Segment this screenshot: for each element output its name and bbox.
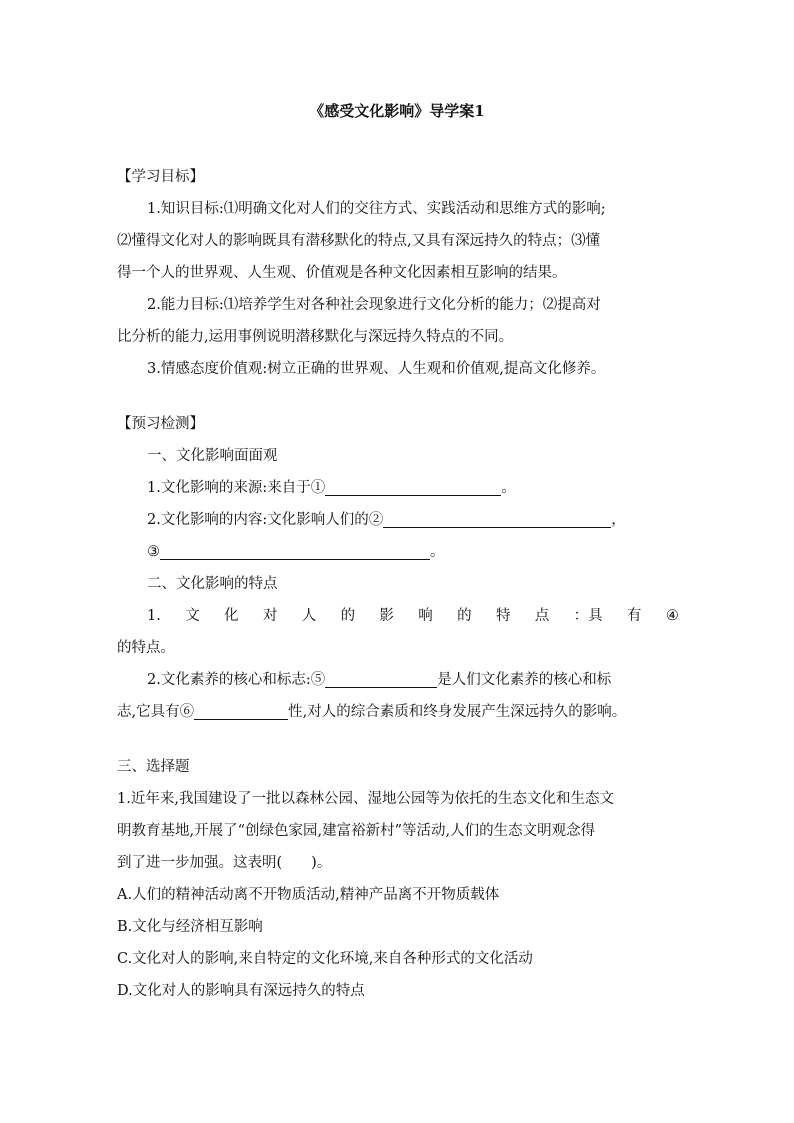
objectives-heading: 【学习目标】 [117, 169, 204, 185]
objective-line: 3.情感态度价值观:树立正确的世界观、人生观和价值观,提高文化修养。 [147, 361, 606, 377]
question-stem: 1.近年来,我国建设了一批以森林公园、湿地公园等为依托的生态文化和生态文 [117, 791, 614, 807]
choice-section [117, 751, 679, 1007]
section-one-heading: 一、文化影响面面观 [147, 448, 278, 464]
objective-line: 比分析的能力,运用事例说明潜移默化与深远持久特点的不同。 [117, 329, 514, 345]
question-feature: 1. 文 化 对 人 的 影 响 的 特 点 ：具 有 ④ [147, 608, 679, 624]
fill-blank-1[interactable] [325, 477, 501, 496]
objectives-section [117, 161, 679, 385]
question-literacy-cont: 志,它具有⑥ 性,对人的综合素质和终身发展产生深远持久的影响。 [117, 696, 679, 728]
preview-section [117, 408, 679, 728]
objective-line: 1.知识目标:⑴明确文化对人们的交往方式、实践活动和思维方式的影响; [147, 201, 606, 217]
fill-blank-3[interactable] [160, 541, 430, 560]
choice-heading: 三、选择题 [117, 759, 190, 775]
question-source: 1.文化影响的来源:来自于① 。 [117, 472, 679, 504]
fill-blank-5[interactable] [325, 669, 437, 688]
objective-line: 得一个人的世界观、人生观、价值观是各种文化因素相互影响的结果。 [117, 265, 567, 281]
option-d: D.文化对人的影响具有深远持久的特点 [117, 983, 365, 999]
document-title: 《感受文化影响》导学案1 [309, 102, 485, 120]
question-stem: 明教育基地,开展了“创绿色家园,建富裕新村”等活动,人们的生态文明观念得 [117, 823, 596, 839]
option-b: B.文化与经济相互影响 [117, 919, 263, 935]
section-two-heading: 二、文化影响的特点 [147, 576, 278, 592]
preview-heading: 【预习检测】 [117, 416, 204, 432]
option-c: C.文化对人的影响,来自特定的文化环境,来自各种形式的文化活动 [117, 951, 533, 967]
question-literacy: 2.文化素养的核心和标志:⑤ 是人们文化素养的核心和标 [117, 664, 679, 696]
option-a: A.人们的精神活动离不开物质活动,精神产品离不开物质载体 [117, 887, 500, 903]
objective-line: ⑵懂得文化对人的影响既具有潜移默化的特点,又具有深远持久的特点；⑶懂 [117, 233, 601, 249]
question-content-cont: ③ 。 [117, 536, 679, 568]
fill-blank-2[interactable] [383, 509, 611, 528]
question-stem: 到了进一步加强。这表明( )。 [117, 855, 332, 871]
question-content: 2.文化影响的内容:文化影响人们的② ， [117, 504, 679, 536]
objective-line: 2.能力目标:⑴培养学生对各种社会现象进行文化分析的能力；⑵提高对 [147, 297, 601, 313]
question-feature-cont: 的特点。 [117, 640, 175, 656]
fill-blank-6[interactable] [194, 701, 288, 720]
